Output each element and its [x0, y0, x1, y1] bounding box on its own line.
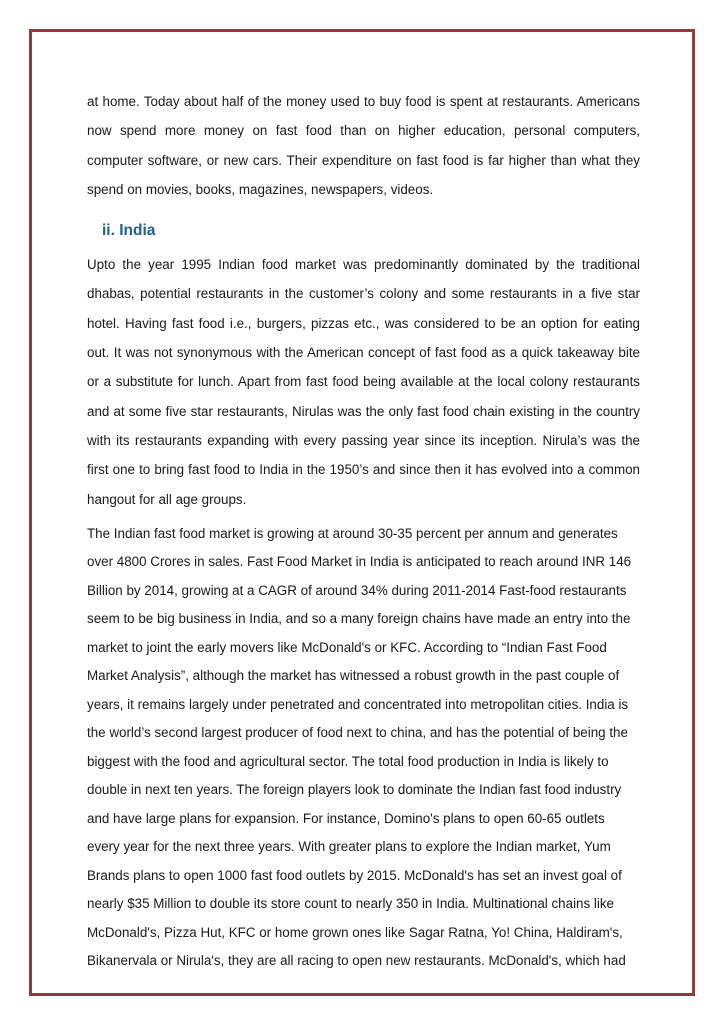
intro-paragraph: at home. Today about half of the money used to buy food is spent at restaurants. Americans now spend more money on fast food than on higher education, personal computers, computer software, or new cars. Their expenditure on fast food is far higher than what they spend on movies, books, magazines, newspapers, videos.: [87, 94, 640, 197]
section-heading-india: ii. India: [102, 222, 156, 240]
india-paragraph-1: Upto the year 1995 Indian food market was predominantly dominated by the traditional dhabas, potential restaurants in the customer’s colony and some restaurants in a five star hotel. Having fast food i.e., burgers, pizzas etc., was considered to be an option for eating out. It was not synonymous with the American concept of fast food as a quick takeaway bite or a substitute for lunch. Apart from fast food being available at the local colony restaurants and at some five star restaurants, Nirulas was the only fast food chain existing in the country with its restaurants expanding with every passing year since its inception. Nirula’s was the first one to bring fast food to India in the 1950’s and since then it has evolved into a common hangout for all age groups.: [87, 257, 640, 507]
document-body: [87, 87, 640, 976]
india-paragraph-2: The Indian fast food market is growing at around 30-35 percent per annum and generates over 4800 Crores in sales. Fast Food Market in India is anticipated to reach around INR 146 Billion by 2014, growing at a CAGR of around 34% during 2011-2014 Fast-food restaurants seem to be big business in India, and so a many foreign chains have made an entry into the market to joint the early movers like McDonald's or KFC. According to “Indian Fast Food Market Analysis”, although the market has witnessed a robust growth in the past couple of years, it remains largely under penetrated and concentrated into metropolitan cities. India is the world’s second largest producer of food next to china, and has the potential of being the biggest with the food and agricultural sector. The total food production in India is likely to double in next ten years. The foreign players look to dominate the Indian fast food industry and have large plans for expansion. For instance, Domino's plans to open 60-65 outlets every year for the next three years. With greater plans to explore the Indian market, Yum Brands plans to open 1000 fast food outlets by 2015. McDonald's has set an invest goal of nearly $35 Million to double its store count to nearly 350 in India. Multinational chains like McDonald's, Pizza Hut, KFC or home grown ones like Sagar Ratna, Yo! China, Haldiram's, Bikanervala or Nirula's, they are all racing to open new restaurants. McDonald's, which had: [87, 525, 632, 969]
